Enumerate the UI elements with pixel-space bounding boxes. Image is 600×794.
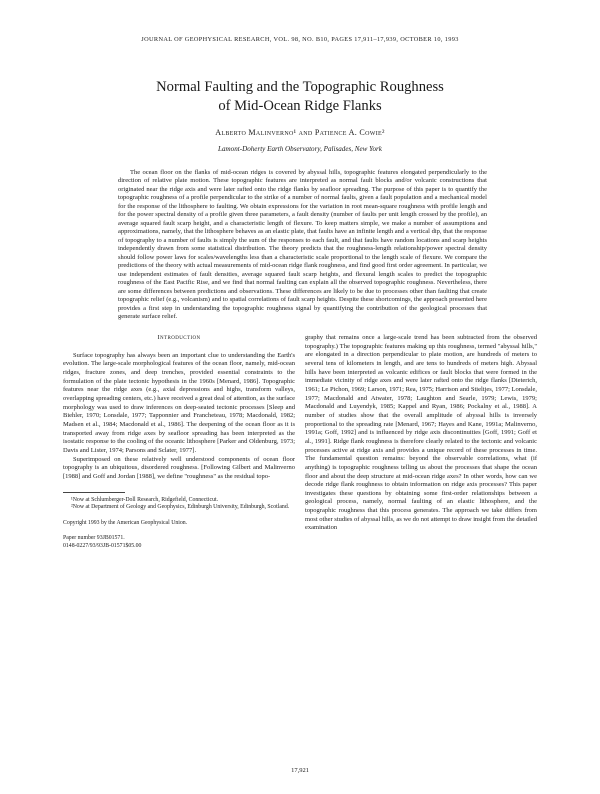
footnote-rule <box>63 492 125 493</box>
affiliation: Lamont-Doherty Earth Observatory, Palisades, New York <box>218 145 382 153</box>
authors: Alberto Malinverno¹ and Patience A. Cowie² <box>215 128 385 137</box>
left-column <box>63 334 295 550</box>
footnote-1: ¹Now at Schlumberger-Doll Research, Ridgefield, Connecticut. <box>71 496 219 503</box>
abstract: The ocean floor on the flanks of mid-ocean ridges is covered by abyssal hills, topographic features elongated perpendicularly to the direction of relative plate motion. These topographic features are interpreted as normal fault blocks and/or volcanic constructions that originated near the ridge axis and were later rafted onto the ridge flanks by seafloor spreading. The purpose of this paper is to quantify the topographic roughness of a profile perpendicular to the strike of a number of normal faults, given a fault population and a mechanical model for the response of the lithosphere to faulting. We obtain expressions for the variation in root mean-square roughness with profile length and for the power spectral density of a profile given three parameters, a fault density (number of faults per unit length crossed by the profile), an average squared fault scarp height, and a characteristic length of flexure. To keep matters simple, we make a number of assumptions and approximations, namely, that the lithosphere behaves as an elastic plate, that faults have an infinite length and a vertical dip, that the response of topography to a number of faults is simply the sum of the responses to each fault, and that faults have random locations and scarp heights independently drawn from some statistical distribution. The theory predicts that the roughness-length relationship/power spectral density should follow power laws for scales/wavelengths less than a characteristic scale proportional to the length scale of flexure. We compare the predictions of the theory with actual measurements of mid-ocean ridge flank roughness, and find good first order agreement. In particular, we use independent estimates of fault densities, average squared fault scarp heights, and flexural length scales to predict the topographic roughness of the East Pacific Rise, and we find that normal faulting can explain all the observed topographic roughness. Nevertheless, there are some differences between predictions and observations. These differences are likely to be due to processes other than faulting that create topographic relief (e.g., volcanism) and to spatial correlations of fault scarp heights. Despite these shortcomings, the approach presented here provides a first step in understanding the topographic roughness signal by quantifying the contribution of the geological processes that generate surface relief. <box>118 169 487 320</box>
body-paragraph: graphy that remains once a large-scale trend has been subtracted from the observed topography.) The topographic features making up this roughness, termed "abyssal hills," are elongated in a direction perpendicular to plate motion, are hundreds of meters to several tens of kilometers in length, and are tens to hundreds of meters high. Abyssal hills have been interpreted as volcanic edifices or fault blocks that were formed in the immediate vicinity of ridge axes and were later rafted onto the ridge flanks [Dieterich, 1961; Le Pichon, 1969; Larson, 1971; Rea, 1975; Harrison and Stieltjes, 1977; Lonsdale, 1977; Macdonald and Atwater, 1978; Laughton and Searle, 1979; Lewis, 1979; Macdonald and Luyendyk, 1985; Kappel and Ryan, 1986; Pockalny et al., 1988]. A number of studies show that the overall amplitude of abyssal hills is inversely proportional to the spreading rate [Menard, 1967; Hayes and Kane, 1991a; Malinverno, 1991a; Goff, 1992] and is influenced by ridge axis discontinuities [Goff, 1991; Goff et al., 1991]. Ridge flank roughness is therefore clearly related to the tectonic and volcanic processes active at ridge axis and provides a unique record of these processes in time. The fundamental question remains: beyond the observable correlations, what (if anything) is topographic roughness telling us about the processes that shape the ocean floor and about the deep structure at mid-ocean ridge axes? In other words, how can we decode ridge flank roughness to obtain information on ridge axis processes? This paper investigates these questions by obtaining some first-order relationships between a geological process, namely, normal faulting of an elastic lithosphere, and the topographic roughness that this process generates. The approach we take differs from most other studies of abyssal hills, as we do not attempt to draw insight from the detailed examination <box>305 334 537 532</box>
paper-identifiers <box>63 535 295 550</box>
title-line-1: Normal Faulting and the Topographic Roughness <box>156 79 444 95</box>
copyright-notice: Copyright 1993 by the American Geophysical Union. <box>63 520 188 527</box>
body-paragraph: Surface topography has always been an important clue to understanding the Earth's evolution. The large-scale morphological features of the ocean floor, namely, mid-ocean ridges, fracture zones, and deep trenches, provided essential constraints to the formulation of the plate tectonic hypothesis in the 1960s [Menard, 1986]. Topographic features near the ridge axes (e.g., axial depressions and highs, transform valleys, overlapping spreading centers, etc.) have received a great deal of attention, as the surface morphology was used to draw inferences on deep-seated tectonic processes [Sleep and Biehler, 1970; Lonsdale, 1977; Tapponnier and Francheteau, 1978; Macdonald, 1982; Madsen et al., 1984; Macdonald et al., 1986]. The deepening of the ocean floor as it is transported away from ridge axes by seafloor spreading has been interpreted as the isostatic response to the cooling of the oceanic lithosphere [Parker and Oldenburg, 1973; Davis and Lister, 1974; Parsons and Sclater, 1977]. <box>63 351 295 454</box>
issn-code: 0148-0227/93/93JB-01571$05.00 <box>63 542 142 549</box>
title-line-2: of Mid-Ocean Ridge Flanks <box>218 98 382 114</box>
footnote-2: ²Now at Department of Geology and Geophysics, Edinburgh University, Edinburgh, Scotland. <box>71 503 290 510</box>
right-column <box>305 334 537 533</box>
body-paragraph: Superimposed on these relatively well understood components of ocean floor topography is an ubiquitous, disordered roughness. [Following Gilbert and Malinverno [1988] and Goff and Jordan [1988], we define "roughness" as the residual topo- <box>63 455 295 480</box>
running-head: JOURNAL OF GEOPHYSICAL RESEARCH, VOL. 98, NO. B10, PAGES 17,911–17,939, OCTOBER 10, 1993 <box>141 36 459 43</box>
section-heading-introduction: Introduction <box>157 334 201 341</box>
paper-title <box>0 78 600 116</box>
page-number: 17,921 <box>291 767 309 774</box>
paper-number: Paper number 93JB01571. <box>63 535 125 542</box>
